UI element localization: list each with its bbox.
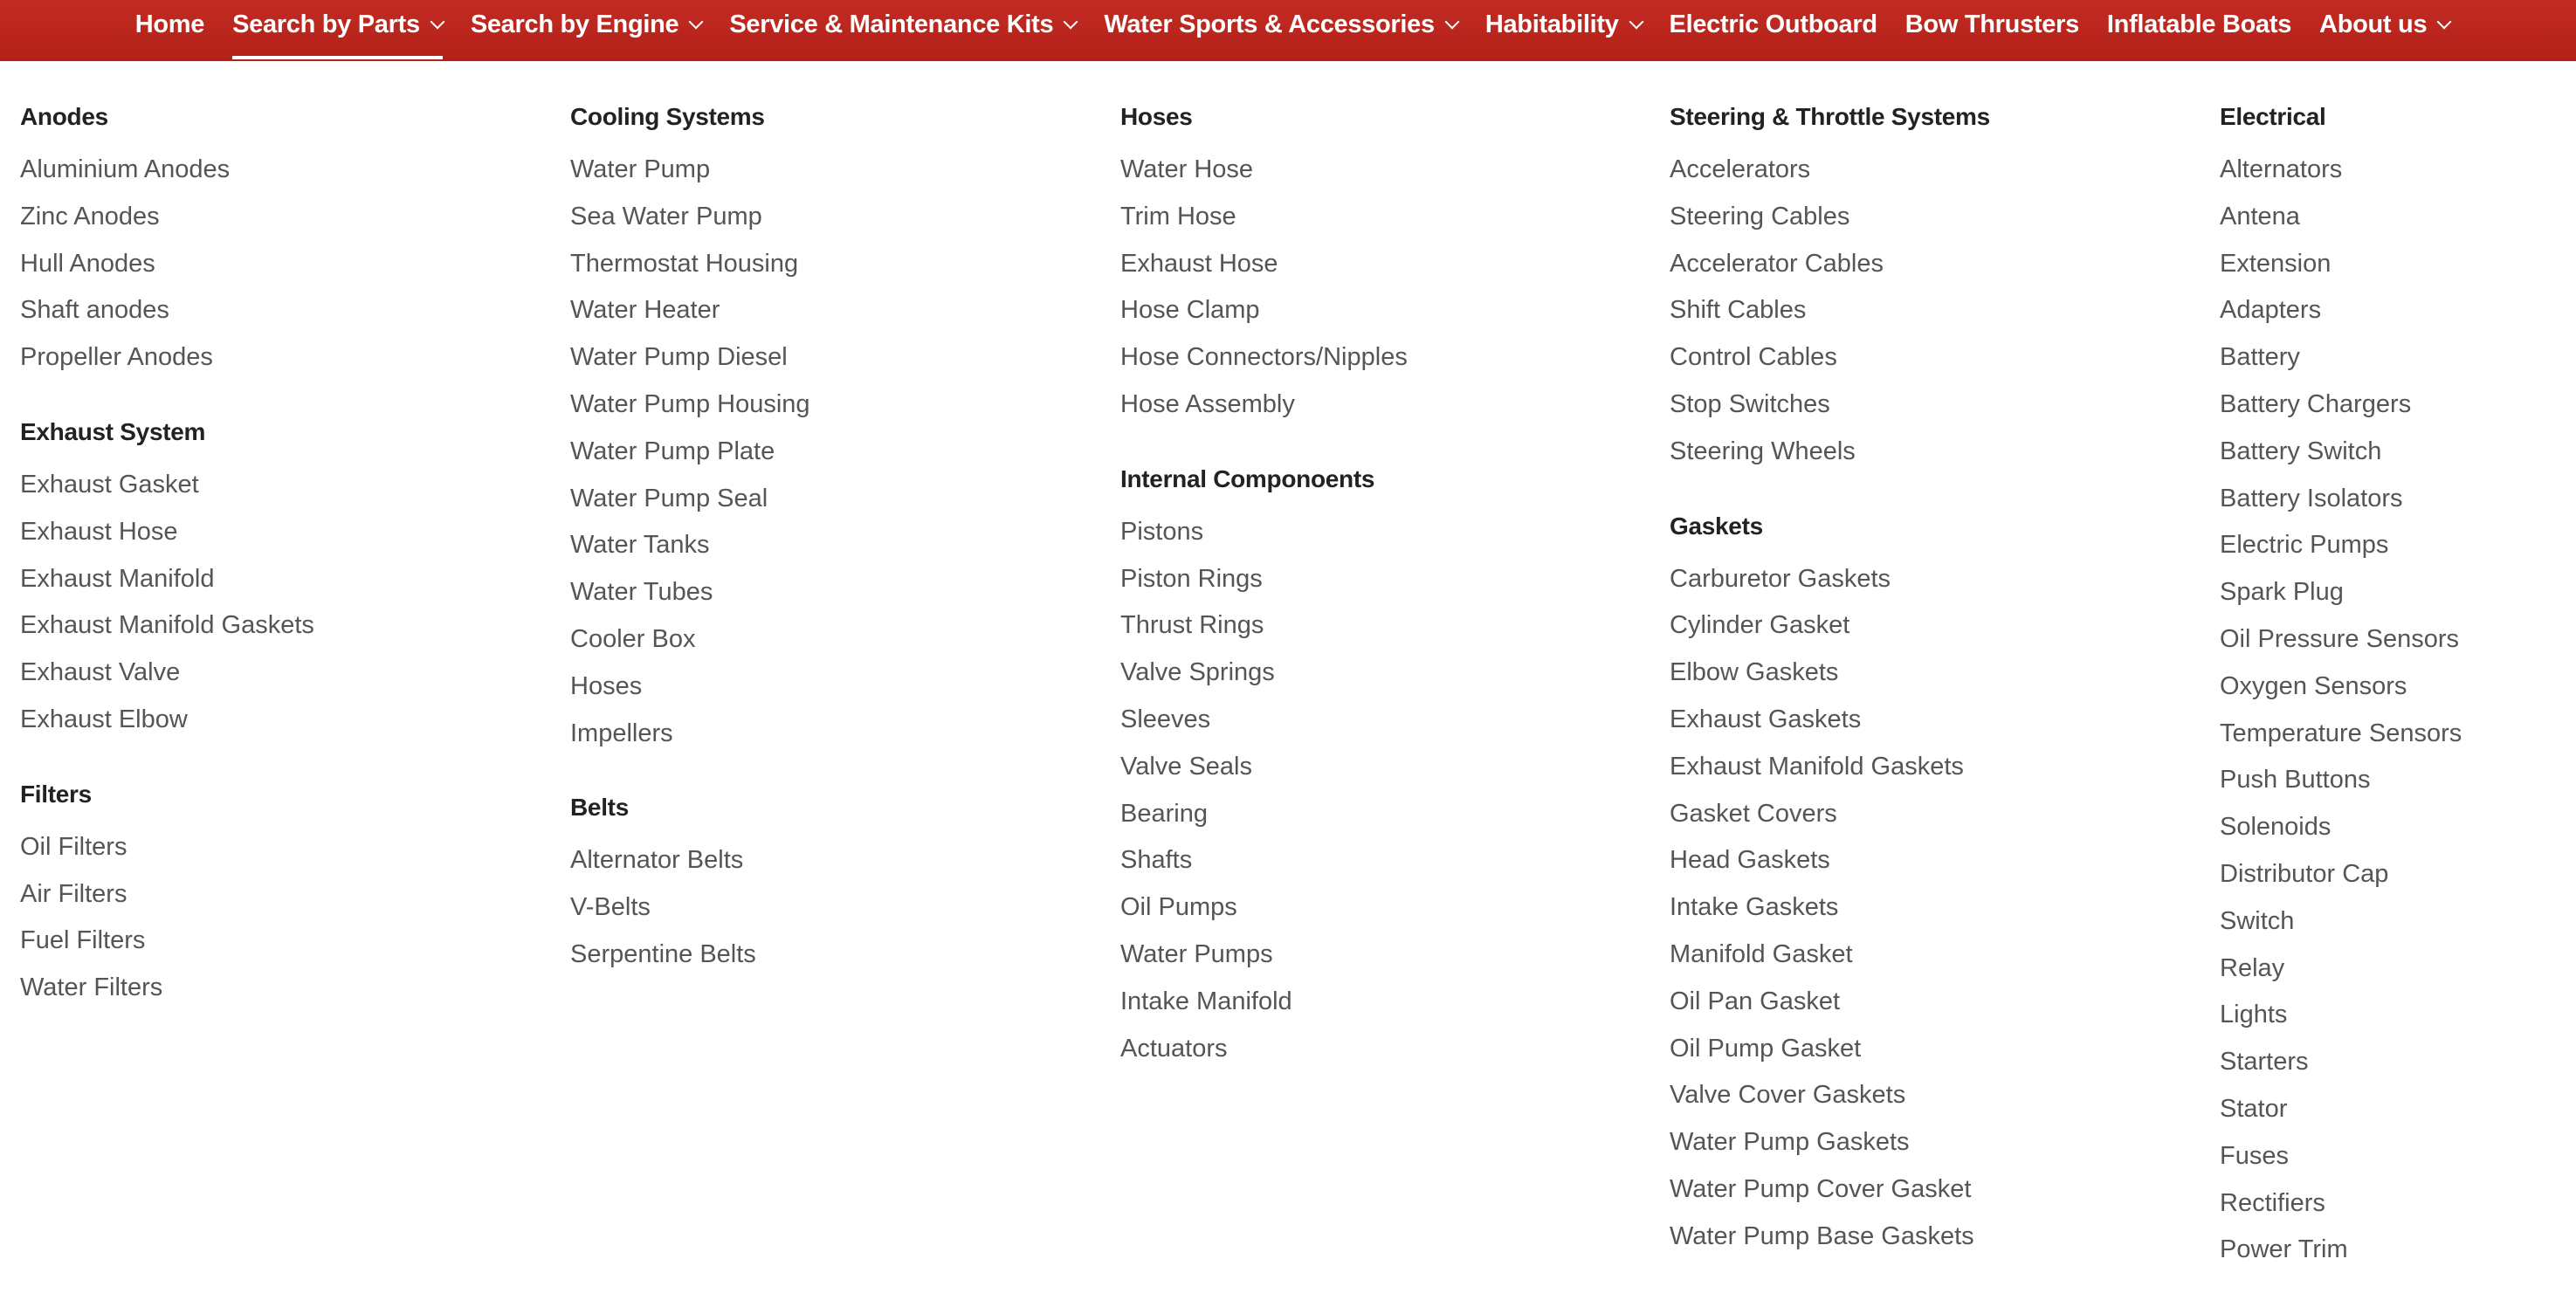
nav-item-electric-outboard[interactable] xyxy=(1670,0,1877,49)
menu-link-water-tanks[interactable]: Water Tanks xyxy=(570,531,710,560)
menu-link-hose-connectors-nipples[interactable]: Hose Connectors/Nipples xyxy=(1120,343,1408,372)
menu-group-heading[interactable]: Filters xyxy=(20,780,92,808)
menu-link-fuses[interactable]: Fuses xyxy=(2220,1141,2289,1170)
menu-link-oil-pumps[interactable]: Oil Pumps xyxy=(1120,893,1237,922)
menu-link-thrust-rings[interactable]: Thrust Rings xyxy=(1120,611,1264,640)
menu-link-shift-cables[interactable]: Shift Cables xyxy=(1670,296,1807,325)
menu-link-solenoids[interactable]: Solenoids xyxy=(2220,813,2331,842)
chevron-down-icon xyxy=(2437,15,2452,30)
nav-item-label: Home xyxy=(134,10,205,38)
menu-link-oil-filters[interactable]: Oil Filters xyxy=(20,832,127,861)
menu-link-battery[interactable]: Battery xyxy=(2220,343,2300,372)
menu-group-heading[interactable]: Cooling Systems xyxy=(570,103,765,130)
menu-link-shaft-anodes[interactable]: Shaft anodes xyxy=(20,296,169,325)
menu-link-intake-gaskets[interactable]: Intake Gaskets xyxy=(1670,893,1839,922)
menu-link-actuators[interactable]: Actuators xyxy=(1120,1034,1228,1063)
menu-link-impellers[interactable]: Impellers xyxy=(570,719,673,747)
menu-link-spark-plug[interactable]: Spark Plug xyxy=(2220,578,2344,607)
menu-link-exhaust-valve[interactable]: Exhaust Valve xyxy=(20,658,181,687)
menu-group-list xyxy=(570,152,1094,762)
nav-item-home[interactable] xyxy=(135,0,204,49)
menu-link-battery-isolators[interactable]: Battery Isolators xyxy=(2220,484,2403,512)
menu-link-serpentine-belts[interactable]: Serpentine Belts xyxy=(570,939,756,968)
menu-link-water-pumps[interactable]: Water Pumps xyxy=(1120,939,1273,968)
menu-link-exhaust-manifold-gaskets[interactable]: Exhaust Manifold Gaskets xyxy=(1670,752,1964,781)
menu-link-valve-seals[interactable]: Valve Seals xyxy=(1120,752,1252,781)
menu-link-trim-hose[interactable]: Trim Hose xyxy=(1120,202,1236,230)
menu-group-heading[interactable]: Anodes xyxy=(20,103,108,130)
menu-group-heading[interactable]: Internal Componoents xyxy=(1120,464,1375,492)
nav-item-label: Inflatable Boats xyxy=(2106,10,2292,38)
menu-link-water-pump-housing[interactable]: Water Pump Housing xyxy=(570,389,810,418)
nav-item-habitability[interactable] xyxy=(1485,0,1642,49)
search-by-parts-mega-menu xyxy=(0,61,2576,1287)
nav-item-label: Search by Parts xyxy=(232,10,420,38)
menu-group-cooling-systems xyxy=(570,100,1094,762)
menu-link-accelerators[interactable]: Accelerators xyxy=(1670,155,1811,183)
menu-column xyxy=(2220,100,2576,1307)
menu-link-manifold-gasket[interactable]: Manifold Gasket xyxy=(1670,939,1853,968)
menu-link-hoses[interactable]: Hoses xyxy=(570,671,643,700)
chevron-down-icon xyxy=(689,15,704,30)
menu-link-stop-switches[interactable]: Stop Switches xyxy=(1670,389,1830,418)
menu-link-alternators[interactable]: Alternators xyxy=(2220,155,2343,183)
menu-group-list xyxy=(20,829,544,1017)
menu-link-propeller-anodes[interactable]: Propeller Anodes xyxy=(20,343,213,372)
menu-group-list xyxy=(1670,152,2194,481)
menu-group-filters xyxy=(20,777,544,1017)
menu-link-temperature-sensors[interactable]: Temperature Sensors xyxy=(2220,719,2462,747)
menu-column xyxy=(1670,100,2194,1294)
menu-link-alternator-belts[interactable]: Alternator Belts xyxy=(570,846,744,875)
menu-group-anodes xyxy=(20,100,544,387)
menu-link-battery-chargers[interactable]: Battery Chargers xyxy=(2220,389,2412,418)
nav-item-bow-thrusters[interactable] xyxy=(1905,0,2079,49)
menu-group-heading[interactable]: Electrical xyxy=(2220,103,2326,130)
menu-link-adapters[interactable]: Adapters xyxy=(2220,296,2322,325)
menu-group-list xyxy=(20,467,544,749)
menu-link-zinc-anodes[interactable]: Zinc Anodes xyxy=(20,202,160,230)
menu-group-list xyxy=(1120,152,1644,434)
menu-link-relay[interactable]: Relay xyxy=(2220,953,2285,982)
menu-link-piston-rings[interactable]: Piston Rings xyxy=(1120,564,1263,593)
nav-item-service-and-maintenance-kits[interactable] xyxy=(729,0,1076,49)
menu-link-elbow-gaskets[interactable]: Elbow Gaskets xyxy=(1670,658,1839,687)
menu-link-battery-switch[interactable]: Battery Switch xyxy=(2220,437,2382,465)
menu-link-sleeves[interactable]: Sleeves xyxy=(1120,705,1211,733)
main-navigation xyxy=(0,0,2576,61)
menu-link-shafts[interactable]: Shafts xyxy=(1120,846,1193,875)
nav-item-label: Water Sports & Accessories xyxy=(1104,10,1435,38)
menu-link-steering-cables[interactable]: Steering Cables xyxy=(1670,202,1850,230)
menu-link-water-pump-diesel[interactable]: Water Pump Diesel xyxy=(570,343,788,372)
menu-group-belts xyxy=(570,790,1094,983)
menu-link-gasket-covers[interactable]: Gasket Covers xyxy=(1670,799,1837,828)
menu-link-valve-springs[interactable]: Valve Springs xyxy=(1120,658,1275,687)
menu-link-v-belts[interactable]: V-Belts xyxy=(570,893,651,922)
menu-group-list xyxy=(570,843,1094,983)
menu-link-water-pump-gaskets[interactable]: Water Pump Gaskets xyxy=(1670,1128,1910,1157)
menu-link-exhaust-hose[interactable]: Exhaust Hose xyxy=(1120,249,1278,278)
menu-link-hose-assembly[interactable]: Hose Assembly xyxy=(1120,389,1295,418)
main-navigation-items xyxy=(121,0,2464,49)
menu-link-head-gaskets[interactable]: Head Gaskets xyxy=(1670,846,1830,875)
menu-link-push-buttons[interactable]: Push Buttons xyxy=(2220,766,2371,795)
menu-link-oil-pressure-sensors[interactable]: Oil Pressure Sensors xyxy=(2220,624,2459,653)
nav-item-label: Search by Engine xyxy=(470,10,679,38)
menu-link-cylinder-gasket[interactable]: Cylinder Gasket xyxy=(1670,611,1850,640)
menu-group-heading[interactable]: Gaskets xyxy=(1670,512,1763,540)
menu-column xyxy=(20,100,544,1045)
menu-link-water-pump-cover-gasket[interactable]: Water Pump Cover Gasket xyxy=(1670,1174,1972,1203)
menu-group-exhaust-system xyxy=(20,415,544,749)
menu-group-list xyxy=(2220,152,2576,1279)
menu-link-exhaust-gasket[interactable]: Exhaust Gasket xyxy=(20,470,199,499)
menu-group-internal-componoents xyxy=(1120,462,1644,1078)
menu-link-water-pump-base-gaskets[interactable]: Water Pump Base Gaskets xyxy=(1670,1221,1974,1250)
menu-link-oxygen-sensors[interactable]: Oxygen Sensors xyxy=(2220,671,2407,700)
chevron-down-icon xyxy=(1064,15,1078,30)
menu-link-pistons[interactable]: Pistons xyxy=(1120,517,1204,546)
menu-link-distributor-cap[interactable]: Distributor Cap xyxy=(2220,859,2389,888)
menu-link-starters[interactable]: Starters xyxy=(2220,1048,2309,1077)
nav-item-label: About us xyxy=(2319,10,2428,38)
nav-item-about-us[interactable] xyxy=(2319,0,2449,49)
menu-group-steering-and-throttle-systems xyxy=(1670,100,2194,481)
chevron-down-icon xyxy=(1629,15,1643,30)
menu-link-rectifiers[interactable]: Rectifiers xyxy=(2220,1188,2325,1217)
menu-link-switch[interactable]: Switch xyxy=(2220,906,2295,935)
menu-link-water-pump[interactable]: Water Pump xyxy=(570,155,711,183)
menu-link-exhaust-manifold[interactable]: Exhaust Manifold xyxy=(20,564,215,593)
menu-link-electric-pumps[interactable]: Electric Pumps xyxy=(2220,531,2389,560)
menu-link-oil-pump-gasket[interactable]: Oil Pump Gasket xyxy=(1670,1034,1862,1063)
menu-link-bearing[interactable]: Bearing xyxy=(1120,799,1208,828)
menu-link-intake-manifold[interactable]: Intake Manifold xyxy=(1120,987,1292,1015)
menu-link-exhaust-hose[interactable]: Exhaust Hose xyxy=(20,517,178,546)
menu-link-carburetor-gaskets[interactable]: Carburetor Gaskets xyxy=(1670,564,1891,593)
menu-link-lights[interactable]: Lights xyxy=(2220,1001,2288,1029)
menu-group-heading[interactable]: Belts xyxy=(570,794,629,822)
menu-link-water-pump-seal[interactable]: Water Pump Seal xyxy=(570,484,768,512)
menu-link-air-filters[interactable]: Air Filters xyxy=(20,879,127,908)
nav-item-label: Electric Outboard xyxy=(1669,10,1877,38)
menu-link-water-hose[interactable]: Water Hose xyxy=(1120,155,1254,183)
menu-link-exhaust-gaskets[interactable]: Exhaust Gaskets xyxy=(1670,705,1862,733)
menu-link-water-filters[interactable]: Water Filters xyxy=(20,973,163,1002)
menu-group-heading[interactable]: Steering & Throttle Systems xyxy=(1670,103,1990,130)
menu-group-list xyxy=(1670,561,2194,1266)
nav-item-label: Bow Thrusters xyxy=(1904,10,2079,38)
menu-link-hull-anodes[interactable]: Hull Anodes xyxy=(20,249,155,278)
menu-link-sea-water-pump[interactable]: Sea Water Pump xyxy=(570,202,762,230)
menu-link-hose-clamp[interactable]: Hose Clamp xyxy=(1120,296,1260,325)
menu-link-antena[interactable]: Antena xyxy=(2220,202,2300,230)
menu-column xyxy=(1120,100,1644,1105)
menu-link-fuel-filters[interactable]: Fuel Filters xyxy=(20,926,146,955)
menu-link-stator[interactable]: Stator xyxy=(2220,1094,2288,1123)
chevron-down-icon xyxy=(1444,15,1459,30)
menu-link-valve-cover-gaskets[interactable]: Valve Cover Gaskets xyxy=(1670,1081,1906,1110)
menu-link-steering-wheels[interactable]: Steering Wheels xyxy=(1670,437,1856,465)
menu-link-oil-pan-gasket[interactable]: Oil Pan Gasket xyxy=(1670,987,1841,1015)
menu-link-extension[interactable]: Extension xyxy=(2220,249,2331,278)
menu-group-hoses xyxy=(1120,100,1644,434)
menu-group-list xyxy=(1120,514,1644,1078)
nav-item-water-sports-and-accessories[interactable] xyxy=(1104,0,1457,49)
menu-link-water-tubes[interactable]: Water Tubes xyxy=(570,578,713,607)
nav-item-label: Service & Maintenance Kits xyxy=(729,10,1054,38)
menu-group-heading[interactable]: Hoses xyxy=(1120,103,1193,130)
menu-link-aluminium-anodes[interactable]: Aluminium Anodes xyxy=(20,155,231,183)
menu-column xyxy=(570,100,1094,1012)
nav-item-label: Habitability xyxy=(1484,10,1619,38)
menu-group-electrical xyxy=(2220,100,2576,1279)
menu-link-thermostat-housing[interactable]: Thermostat Housing xyxy=(570,249,799,278)
menu-link-exhaust-manifold-gaskets[interactable]: Exhaust Manifold Gaskets xyxy=(20,611,314,640)
menu-link-water-pump-plate[interactable]: Water Pump Plate xyxy=(570,437,775,465)
menu-link-accelerator-cables[interactable]: Accelerator Cables xyxy=(1670,249,1884,278)
menu-link-control-cables[interactable]: Control Cables xyxy=(1670,343,1837,372)
menu-group-list xyxy=(20,152,544,387)
menu-link-power-trim[interactable]: Power Trim xyxy=(2220,1235,2348,1264)
chevron-down-icon xyxy=(430,15,444,30)
nav-item-search-by-engine[interactable] xyxy=(471,0,702,49)
menu-group-heading[interactable]: Exhaust System xyxy=(20,417,206,445)
menu-link-water-heater[interactable]: Water Heater xyxy=(570,296,720,325)
nav-item-search-by-parts[interactable] xyxy=(232,0,443,49)
menu-group-gaskets xyxy=(1670,509,2194,1266)
menu-link-exhaust-elbow[interactable]: Exhaust Elbow xyxy=(20,705,188,733)
nav-item-inflatable-boats[interactable] xyxy=(2107,0,2291,49)
menu-link-cooler-box[interactable]: Cooler Box xyxy=(570,624,696,653)
